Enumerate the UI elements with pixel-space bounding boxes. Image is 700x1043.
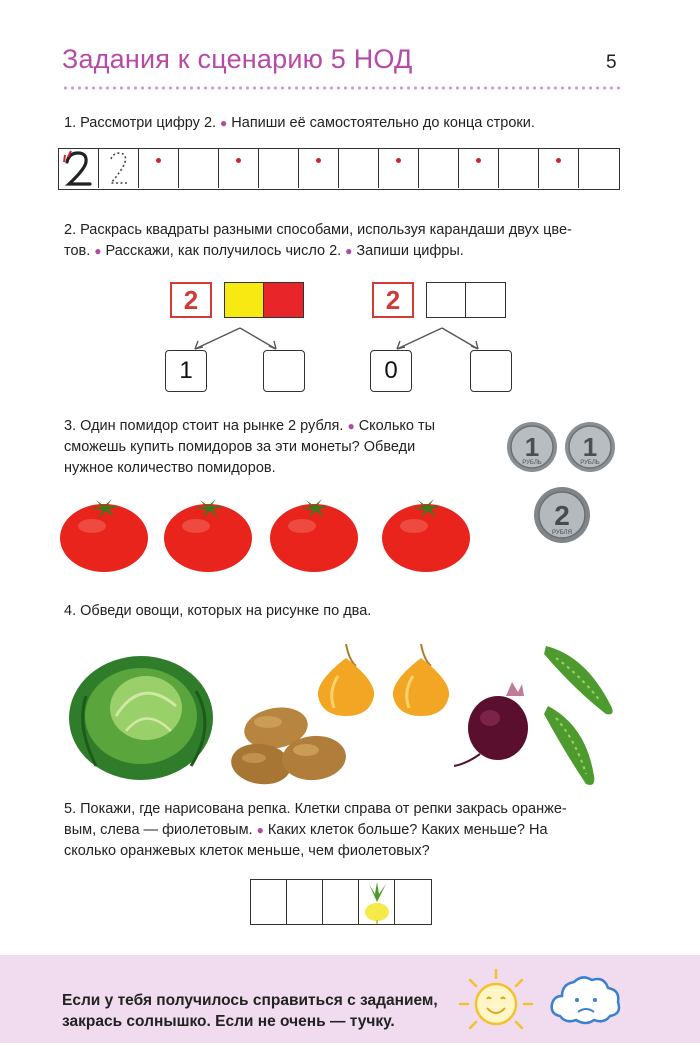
start-dot-icon (556, 158, 561, 163)
task-2-line-2c: Запиши цифры. (356, 243, 464, 259)
task-2-text (64, 220, 624, 262)
footer-line-1: Если у тебя получилось справиться с заданием, (62, 992, 438, 1009)
answer-box-right-1[interactable]: 0 (370, 350, 412, 392)
page-title: Задания к сценарию 5 НОД (62, 44, 413, 74)
writing-cell[interactable] (259, 149, 299, 188)
task-2-line-2 (64, 241, 624, 262)
start-dot-icon (396, 158, 401, 163)
task-2-line-2b: Расскажи, как получилось число 2. (105, 243, 342, 259)
digit-two-sample-icon (59, 149, 99, 188)
row-cell[interactable] (251, 880, 287, 924)
writing-cell[interactable] (579, 149, 619, 188)
page-number: 5 (606, 52, 617, 73)
writing-cell[interactable] (219, 149, 259, 188)
svg-text:1: 1 (524, 432, 540, 462)
start-dot-icon (316, 158, 321, 163)
writing-cell[interactable] (539, 149, 579, 188)
task-5-line-2b: Каких клеток больше? Каких меньше? На (267, 822, 548, 838)
cabbage-icon[interactable] (69, 656, 213, 780)
turnip-cell-row[interactable] (250, 879, 432, 925)
task-2-line-2a: тов. (64, 243, 91, 259)
task-5-line-2 (64, 820, 634, 841)
tomato-icon[interactable] (164, 499, 252, 572)
task-3-text (64, 416, 494, 479)
task-5-line-3: сколько оранжевых клеток меньше, чем фиолетовых? (64, 843, 430, 859)
row-cell[interactable] (323, 880, 359, 924)
start-dot-icon (476, 158, 481, 163)
start-dot-icon (156, 158, 161, 163)
number-box-left: 2 (170, 282, 212, 318)
tomatoes-group[interactable] (58, 496, 478, 576)
yellow-square[interactable] (224, 282, 264, 318)
tomato-icon[interactable] (270, 499, 358, 572)
tomato-icon[interactable] (60, 499, 148, 572)
task-3-line-3: нужное количество помидоров. (64, 460, 276, 476)
writing-row[interactable] (58, 148, 620, 190)
turnip-icon (359, 880, 395, 924)
svg-text:2: 2 (554, 500, 570, 531)
bullet-icon: ● (256, 823, 264, 837)
bullet-icon: ● (94, 244, 102, 258)
row-cell[interactable] (395, 880, 431, 924)
vegetables-group[interactable] (66, 636, 626, 796)
writing-cell[interactable] (299, 149, 339, 188)
svg-text:РУБЛЬ: РУБЛЬ (522, 460, 542, 466)
coin-1-ruble-icon (505, 420, 559, 474)
svg-text:1: 1 (582, 432, 598, 462)
red-square[interactable] (264, 282, 304, 318)
sun-icon[interactable] (458, 966, 534, 1036)
task-5-line-2a: вым, слева — фиолетовым. (64, 822, 253, 838)
task-3-line-1a: 3. Один помидор стоит на рынке 2 рубля. (64, 418, 344, 434)
row-cell[interactable] (287, 880, 323, 924)
task-5-text (64, 799, 634, 862)
digit-two-trace-icon (99, 149, 139, 188)
writing-cell[interactable] (339, 149, 379, 188)
svg-text:РУБЛЬ: РУБЛЬ (580, 460, 600, 466)
number-box-right: 2 (372, 282, 414, 318)
turnip-cell[interactable] (359, 880, 395, 924)
header-divider (62, 86, 622, 90)
onion-icon[interactable] (393, 644, 449, 716)
color-squares-left[interactable] (224, 282, 304, 318)
empty-square[interactable] (426, 282, 466, 318)
writing-cell[interactable] (179, 149, 219, 188)
writing-cell[interactable] (419, 149, 459, 188)
footer-text (62, 990, 438, 1032)
task-1-part-a: 1. Рассмотри цифру 2. (64, 115, 217, 131)
task-3-line-1b: Сколько ты (358, 418, 436, 434)
task-5-line-1: 5. Покажи, где нарисована репка. Клетки справа от репки закрась оранже- (64, 801, 567, 817)
bullet-icon: ● (347, 419, 355, 433)
cucumber-icon[interactable] (544, 646, 613, 714)
writing-cell-sample (59, 149, 99, 188)
bullet-icon: ● (345, 244, 353, 258)
bullet-icon: ● (220, 116, 228, 130)
footer-line-2: закрась солнышко. Если не очень — тучку. (62, 1013, 395, 1030)
onion-icon[interactable] (318, 644, 374, 716)
answer-box-left-2[interactable] (263, 350, 305, 392)
task-3-line-2: сможешь купить помидоров за эти монеты? Обведи (64, 439, 416, 455)
tomato-icon[interactable] (382, 499, 470, 572)
coin-2-rubles-icon (532, 485, 592, 545)
svg-text:РУБЛЯ: РУБЛЯ (552, 530, 572, 536)
writing-cell[interactable] (459, 149, 499, 188)
task-1-part-b: Напиши её самостоятельно до конца строки. (231, 115, 535, 131)
start-dot-icon (236, 158, 241, 163)
writing-cell[interactable] (139, 149, 179, 188)
cucumber-icon[interactable] (544, 706, 594, 785)
answer-box-left-1[interactable]: 1 (165, 350, 207, 392)
cloud-icon[interactable] (548, 970, 624, 1030)
writing-cell[interactable] (379, 149, 419, 188)
answer-box-right-2[interactable] (470, 350, 512, 392)
task-1-text (64, 113, 535, 134)
writing-cell[interactable] (499, 149, 539, 188)
color-squares-right[interactable] (426, 282, 506, 318)
beet-icon[interactable] (454, 682, 528, 766)
task-3-line-1 (64, 416, 494, 437)
empty-square[interactable] (466, 282, 506, 318)
coin-1-ruble-icon (563, 420, 617, 474)
task-4-text: 4. Обведи овощи, которых на рисунке по два. (64, 603, 372, 619)
task-2-line-1: 2. Раскрась квадраты разными способами, используя карандаши двух цве- (64, 222, 572, 238)
writing-cell-trace[interactable] (99, 149, 139, 188)
